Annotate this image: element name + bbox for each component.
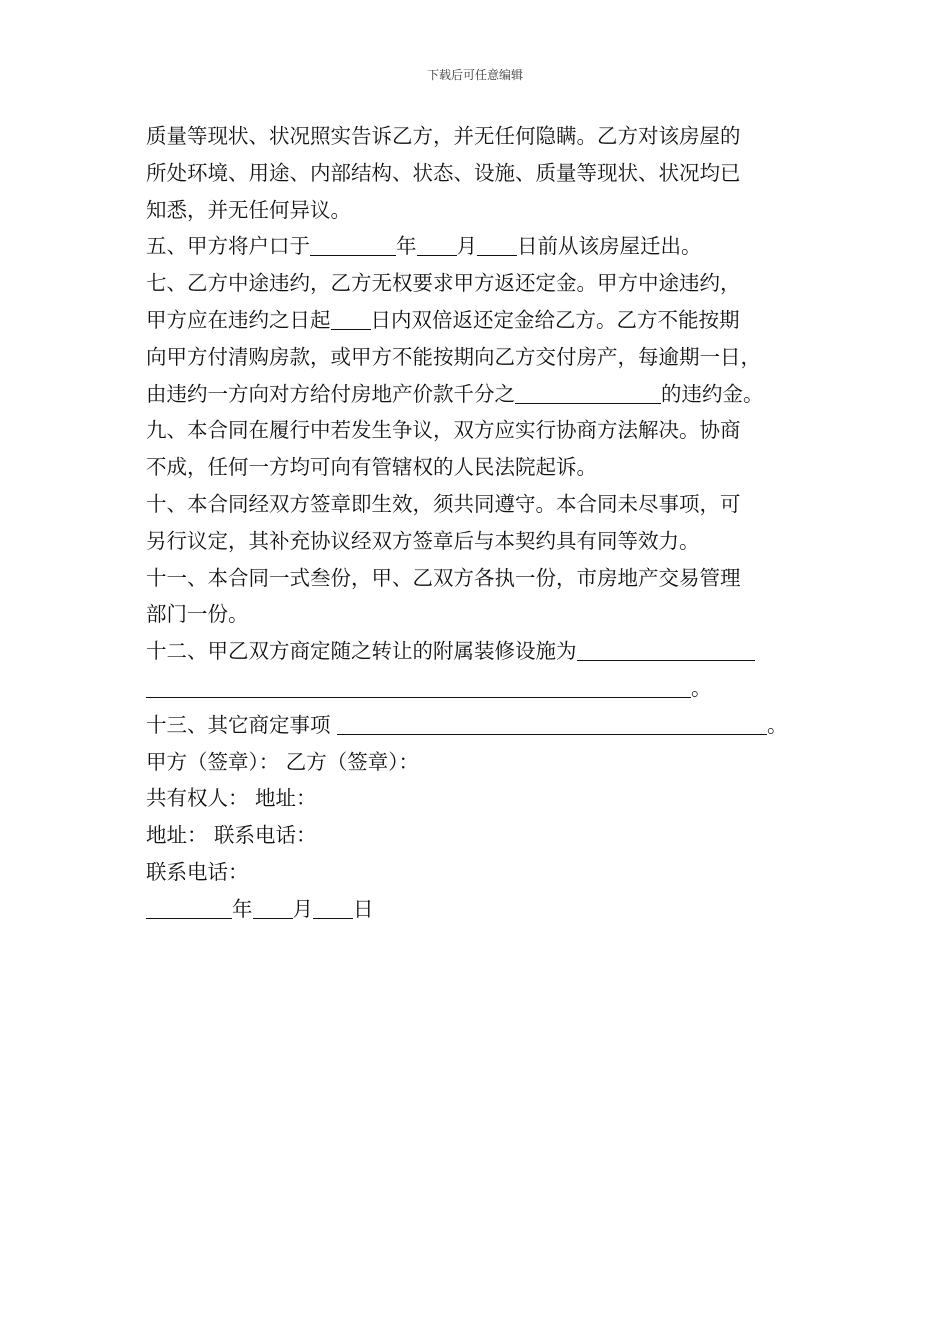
clause-11-line-1: 十一、本合同一式叁份，甲、乙双方各执一份，市房地产交易管理 bbox=[146, 565, 741, 590]
contract-body bbox=[146, 118, 826, 928]
line-2: 所处环境、用途、内部结构、状态、设施、质量等现状、状况均已 bbox=[146, 160, 741, 185]
clause-5-tail: 日前从该房屋迁出。 bbox=[517, 234, 702, 259]
days-blank[interactable] bbox=[331, 308, 371, 330]
year-label: 年 bbox=[396, 234, 417, 259]
co-owner-line: 共有权人： 地址： bbox=[146, 786, 317, 811]
month-blank[interactable] bbox=[417, 235, 457, 257]
clause-9-line-1: 九、本合同在履行中若发生争议，双方应实行协商方法解决。协商 bbox=[146, 418, 741, 443]
clause-7-line-1: 七、乙方中途违约，乙方无权要求甲方返还定金。甲方中途违约， bbox=[146, 271, 741, 296]
phone-line: 联系电话： bbox=[146, 859, 249, 884]
sign-day-blank[interactable] bbox=[313, 897, 353, 919]
clause-13-text: 十三、其它商定事项 bbox=[146, 712, 331, 737]
sign-month-blank[interactable] bbox=[253, 897, 293, 919]
sign-month-label: 月 bbox=[292, 896, 313, 921]
sign-day-label: 日 bbox=[353, 896, 374, 921]
clause-12-line-2 bbox=[146, 670, 826, 707]
fixtures-blank-2[interactable] bbox=[146, 676, 691, 698]
sign-year-label: 年 bbox=[232, 896, 253, 921]
clause-13 bbox=[146, 707, 826, 744]
penalty-rate-blank[interactable] bbox=[515, 382, 661, 404]
clause-7-penalty-text: 由违约一方向对方给付房地产价款千分之 bbox=[146, 381, 515, 406]
clause-7-tail: 日内双倍返还定金给乙方。乙方不能按期 bbox=[370, 307, 740, 332]
clause-7-text: 甲方应在违约之日起 bbox=[146, 307, 331, 332]
fixtures-blank-1[interactable] bbox=[577, 640, 755, 662]
clause-13-end: 。 bbox=[767, 712, 788, 737]
line-3: 知悉，并无任何异议。 bbox=[146, 197, 351, 222]
clause-9-line-2: 不成，任何一方均可向有管辖权的人民法院起诉。 bbox=[146, 455, 597, 480]
clause-12-end: 。 bbox=[691, 675, 712, 700]
signature-line: 甲方（签章）： 乙方（签章）： bbox=[146, 749, 420, 774]
clause-11-line-2: 部门一份。 bbox=[146, 602, 249, 627]
page-header: 下载后可任意编辑 bbox=[426, 68, 523, 82]
day-blank[interactable] bbox=[477, 235, 517, 257]
clause-7-penalty-tail: 的违约金。 bbox=[661, 381, 764, 406]
clause-7-line-3: 向甲方付清购房款，或甲方不能按期向乙方交付房产，每逾期一日， bbox=[146, 344, 761, 369]
clause-5 bbox=[146, 228, 826, 265]
other-matters-blank[interactable] bbox=[337, 713, 767, 735]
date-line bbox=[146, 891, 826, 928]
sign-year-blank[interactable] bbox=[146, 897, 232, 919]
month-label: 月 bbox=[456, 234, 477, 259]
clause-12-text: 十二、甲乙双方商定随之转让的附属装修设施为 bbox=[146, 639, 577, 664]
clause-10-line-2: 另行议定，其补充协议经双方签章后与本契约具有同等效力。 bbox=[146, 528, 700, 553]
address-line: 地址： 联系电话： bbox=[146, 823, 317, 848]
clause-10-line-1: 十、本合同经双方签章即生效，须共同遵守。本合同未尽事项，可 bbox=[146, 491, 741, 516]
clause-5-text: 五、甲方将户口于 bbox=[146, 234, 310, 259]
clause-12-line-1 bbox=[146, 633, 826, 670]
clause-7-line-2 bbox=[146, 302, 826, 339]
year-blank[interactable] bbox=[310, 235, 396, 257]
line-1: 质量等现状、状况照实告诉乙方，并无任何隐瞒。乙方对该房屋的 bbox=[146, 124, 741, 148]
clause-7-line-4 bbox=[146, 376, 826, 413]
